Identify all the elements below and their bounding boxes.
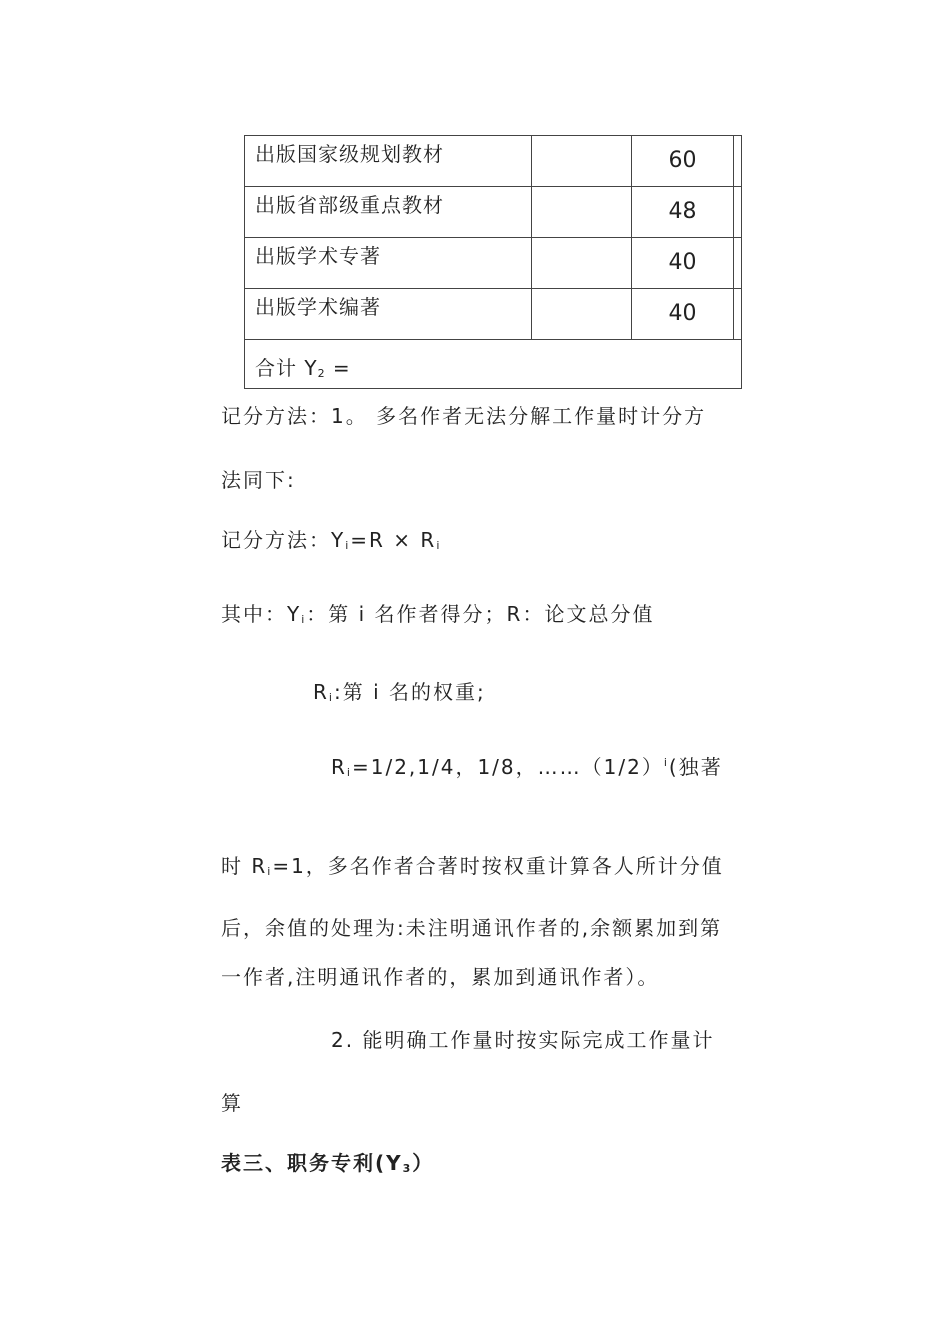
definition-line: 其中：$Y_i$：第 i 名作者得分；R：论文总分值: [221, 602, 655, 626]
scoring-method-line-1: 记分方法：1。 多名作者无法分解工作量时计分方: [221, 404, 707, 428]
item-score: 40: [668, 301, 697, 326]
item-name: 出版学术编著: [255, 295, 381, 319]
item-score: 60: [668, 148, 697, 173]
scoring-method-line-2: 法同下:: [221, 468, 296, 492]
section-heading: 表三、职务专利$(Y_3)$: [221, 1151, 435, 1175]
table-row: [245, 289, 741, 340]
formula-line: 记分方法：$Y_i=R \times R_i$: [221, 528, 442, 552]
item-name: 出版省部级重点教材: [255, 193, 444, 217]
paragraph-line-10: 2. 能明确工作量时按实际完成工作量计: [331, 1028, 715, 1052]
total-label: 合计 $Y_2$ =: [255, 356, 351, 380]
item-name: 出版学术专著: [255, 244, 381, 268]
paragraph-line-8: 后，余值的处理为:未注明通讯作者的,余额累加到第: [221, 916, 723, 940]
item-score: 40: [668, 250, 697, 275]
item-name: 出版国家级规划教材: [255, 142, 444, 166]
paragraph-line-11: 算: [221, 1091, 243, 1115]
paragraph-line-7: 时 $R_i=1$，多名作者合著时按权重计算各人所计分值: [221, 854, 724, 878]
table-row: [245, 187, 741, 238]
item-score: 48: [668, 199, 697, 224]
paragraph-line-9: 一作者,注明通讯作者的，累加到通讯作者）。: [221, 965, 660, 989]
table-row: [245, 136, 741, 187]
weight-values-line: $R_i=1/2,1/4$，1/8，$\dots\dots(1/2)^i$(独著: [331, 755, 723, 779]
publication-score-table: [244, 135, 742, 389]
table-total-row: [245, 340, 741, 389]
table-row: [245, 238, 741, 289]
weight-definition-line: $R_i$:第 i 名的权重;: [313, 680, 486, 704]
